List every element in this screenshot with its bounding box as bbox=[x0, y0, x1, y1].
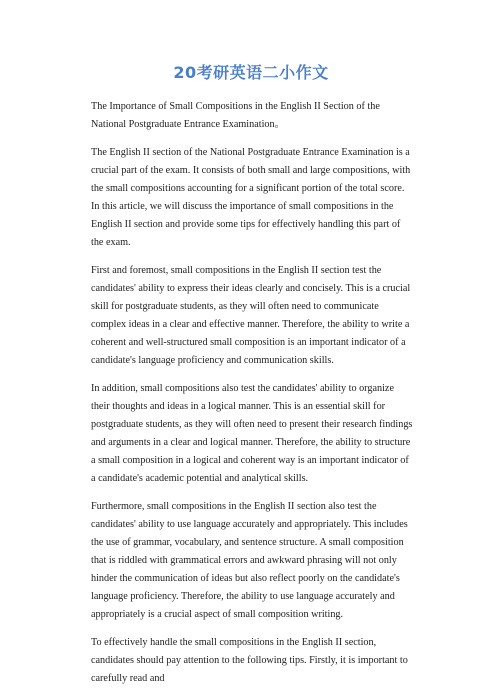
paragraph-4: Furthermore, small compositions in the English II section also test the candidates' ability to use language accurately and appropriately. This includes the use of grammar, vocabulary, and sentence structure. A small composition that is riddled with grammatical errors and awkward phrasing will not only hinder the communication of ideas but also reflect poorly on the candidate's language proficiency. Therefore, the ability to use language accurately and appropriately is a crucial aspect of small composition writing. bbox=[91, 501, 408, 620]
page-title: 20考研英语二小作文 bbox=[173, 63, 329, 82]
paragraph-5: To effectively handle the small compositions in the English II section, candidates should pay attention to the following tips. Firstly, it is important to carefully read and bbox=[91, 637, 408, 684]
paragraph-2: First and foremost, small compositions in the English II section test the candidates' ability to express their ideas clearly and concisely. This is a crucial skill for postgraduate students, as they will often need to communicate complex ideas in a clear and effective manner. Therefore, the ability to write a coherent and well-structured small composition is an important indicator of a candidate's language proficiency and communication skills. bbox=[91, 265, 411, 366]
paragraph-subtitle: The Importance of Small Compositions in the English II Section of the National Postgraduate Entrance Examination。 bbox=[91, 101, 380, 130]
paragraph-3: In addition, small compositions also test the candidates' ability to organize their thoughts and ideas in a logical manner. This is an essential skill for postgraduate students, as they will often need to present their research findings and arguments in a clear and logical manner. Therefore, the ability to structure a small composition in a logical and coherent way is an important indicator of a candidate's academic potential and analytical skills. bbox=[91, 383, 413, 484]
paragraph-1: The English II section of the National Postgraduate Entrance Examination is a crucial part of the exam. It consists of both small and large compositions, with the small compositions accounting for a significant portion of the total score. In this article, we will discuss the importance of small compositions in the English II section and provide some tips for effectively handling this part of the exam. bbox=[91, 147, 411, 248]
document-body bbox=[91, 98, 413, 698]
